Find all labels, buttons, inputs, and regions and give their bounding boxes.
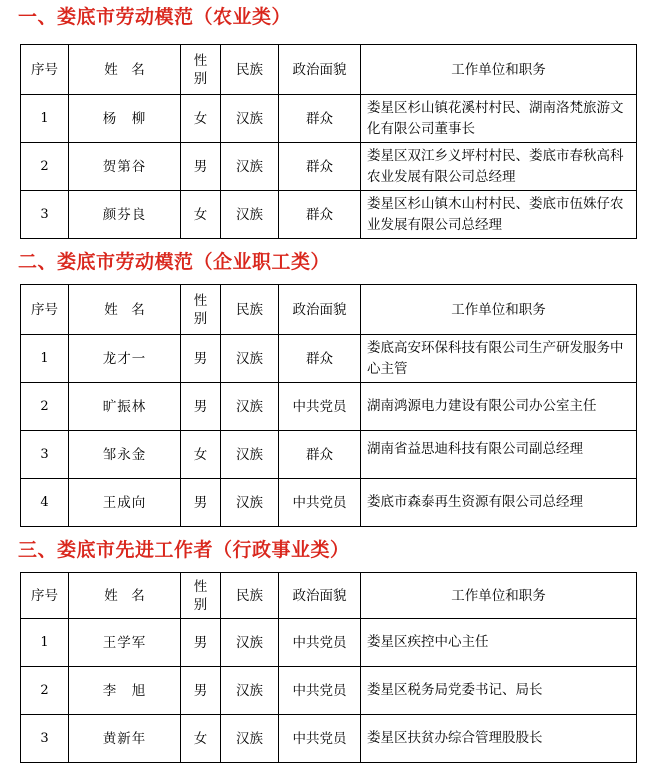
header-seq: 序号 bbox=[21, 45, 69, 95]
section-title-administrative: 三、娄底市先进工作者（行政事业类） bbox=[18, 539, 350, 561]
header-ethnicity: 民族 bbox=[221, 45, 279, 95]
cell-ethnicity: 汉族 bbox=[221, 479, 279, 527]
cell-gender: 男 bbox=[181, 619, 221, 667]
cell-org: 湖南省益思迪科技有限公司副总经理 bbox=[361, 431, 637, 479]
cell-name: 邹永金 bbox=[69, 431, 181, 479]
table-administrative bbox=[20, 572, 637, 763]
cell-political: 群众 bbox=[279, 191, 361, 239]
header-name: 姓 名 bbox=[69, 45, 181, 95]
cell-ethnicity: 汉族 bbox=[221, 335, 279, 383]
cell-name: 贺第谷 bbox=[69, 143, 181, 191]
table-row bbox=[21, 191, 637, 239]
cell-ethnicity: 汉族 bbox=[221, 191, 279, 239]
header-row bbox=[21, 45, 637, 95]
header-seq: 序号 bbox=[21, 285, 69, 335]
cell-name: 杨 柳 bbox=[69, 95, 181, 143]
header-political: 政治面貌 bbox=[279, 45, 361, 95]
header-name: 姓 名 bbox=[69, 285, 181, 335]
cell-org: 娄底市森泰再生资源有限公司总经理 bbox=[361, 479, 637, 527]
header-seq: 序号 bbox=[21, 573, 69, 619]
cell-name: 黄新年 bbox=[69, 715, 181, 763]
table-row bbox=[21, 95, 637, 143]
cell-ethnicity: 汉族 bbox=[221, 431, 279, 479]
cell-seq: 2 bbox=[21, 383, 69, 431]
cell-name: 王成向 bbox=[69, 479, 181, 527]
cell-org: 娄星区扶贫办综合管理股股长 bbox=[361, 715, 637, 763]
cell-org: 娄星区税务局党委书记、局长 bbox=[361, 667, 637, 715]
table-row bbox=[21, 619, 637, 667]
header-row bbox=[21, 573, 637, 619]
cell-ethnicity: 汉族 bbox=[221, 667, 279, 715]
cell-seq: 3 bbox=[21, 431, 69, 479]
cell-org: 娄底高安环保科技有限公司生产研发服务中心主管 bbox=[361, 335, 637, 383]
table-row bbox=[21, 667, 637, 715]
header-political: 政治面貌 bbox=[279, 285, 361, 335]
cell-seq: 3 bbox=[21, 715, 69, 763]
cell-org: 湖南鸿源电力建设有限公司办公室主任 bbox=[361, 383, 637, 431]
cell-name: 旷振林 bbox=[69, 383, 181, 431]
cell-political: 中共党员 bbox=[279, 619, 361, 667]
cell-name: 龙才一 bbox=[69, 335, 181, 383]
cell-ethnicity: 汉族 bbox=[221, 383, 279, 431]
cell-org: 娄星区双江乡义坪村村民、娄底市春秋高科农业发展有限公司总经理 bbox=[361, 143, 637, 191]
table-row bbox=[21, 383, 637, 431]
cell-seq: 3 bbox=[21, 191, 69, 239]
cell-seq: 1 bbox=[21, 335, 69, 383]
cell-org: 娄星区疾控中心主任 bbox=[361, 619, 637, 667]
header-row bbox=[21, 285, 637, 335]
table-row bbox=[21, 431, 637, 479]
header-political: 政治面貌 bbox=[279, 573, 361, 619]
table-row bbox=[21, 479, 637, 527]
cell-political: 群众 bbox=[279, 95, 361, 143]
cell-name: 王学军 bbox=[69, 619, 181, 667]
table-row bbox=[21, 715, 637, 763]
cell-ethnicity: 汉族 bbox=[221, 715, 279, 763]
cell-political: 群众 bbox=[279, 143, 361, 191]
cell-political: 群众 bbox=[279, 431, 361, 479]
header-ethnicity: 民族 bbox=[221, 573, 279, 619]
cell-name: 颜芬良 bbox=[69, 191, 181, 239]
table-row bbox=[21, 335, 637, 383]
table-row bbox=[21, 143, 637, 191]
cell-gender: 女 bbox=[181, 715, 221, 763]
cell-gender: 男 bbox=[181, 667, 221, 715]
table-agriculture bbox=[20, 44, 637, 239]
header-gender: 性 别 bbox=[181, 285, 221, 335]
cell-gender: 女 bbox=[181, 191, 221, 239]
cell-political: 中共党员 bbox=[279, 667, 361, 715]
section-title-agriculture: 一、娄底市劳动模范（农业类） bbox=[18, 6, 292, 28]
cell-political: 中共党员 bbox=[279, 715, 361, 763]
cell-political: 群众 bbox=[279, 335, 361, 383]
section-title-enterprise: 二、娄底市劳动模范（企业职工类） bbox=[18, 251, 331, 273]
cell-ethnicity: 汉族 bbox=[221, 619, 279, 667]
cell-org: 娄星区杉山镇木山村村民、娄底市伍姝仔农业发展有限公司总经理 bbox=[361, 191, 637, 239]
cell-seq: 1 bbox=[21, 95, 69, 143]
cell-gender: 女 bbox=[181, 95, 221, 143]
cell-seq: 2 bbox=[21, 143, 69, 191]
header-org: 工作单位和职务 bbox=[361, 45, 637, 95]
header-gender: 性 别 bbox=[181, 45, 221, 95]
table-enterprise bbox=[20, 284, 637, 527]
cell-gender: 男 bbox=[181, 143, 221, 191]
cell-political: 中共党员 bbox=[279, 383, 361, 431]
header-gender: 性 别 bbox=[181, 573, 221, 619]
header-org: 工作单位和职务 bbox=[361, 285, 637, 335]
cell-seq: 2 bbox=[21, 667, 69, 715]
cell-seq: 1 bbox=[21, 619, 69, 667]
cell-political: 中共党员 bbox=[279, 479, 361, 527]
cell-gender: 女 bbox=[181, 431, 221, 479]
header-ethnicity: 民族 bbox=[221, 285, 279, 335]
cell-ethnicity: 汉族 bbox=[221, 95, 279, 143]
cell-org: 娄星区杉山镇花溪村村民、湖南洛梵旅游文化有限公司董事长 bbox=[361, 95, 637, 143]
header-org: 工作单位和职务 bbox=[361, 573, 637, 619]
header-name: 姓 名 bbox=[69, 573, 181, 619]
cell-ethnicity: 汉族 bbox=[221, 143, 279, 191]
cell-gender: 男 bbox=[181, 383, 221, 431]
cell-seq: 4 bbox=[21, 479, 69, 527]
cell-gender: 男 bbox=[181, 479, 221, 527]
cell-gender: 男 bbox=[181, 335, 221, 383]
cell-name: 李 旭 bbox=[69, 667, 181, 715]
